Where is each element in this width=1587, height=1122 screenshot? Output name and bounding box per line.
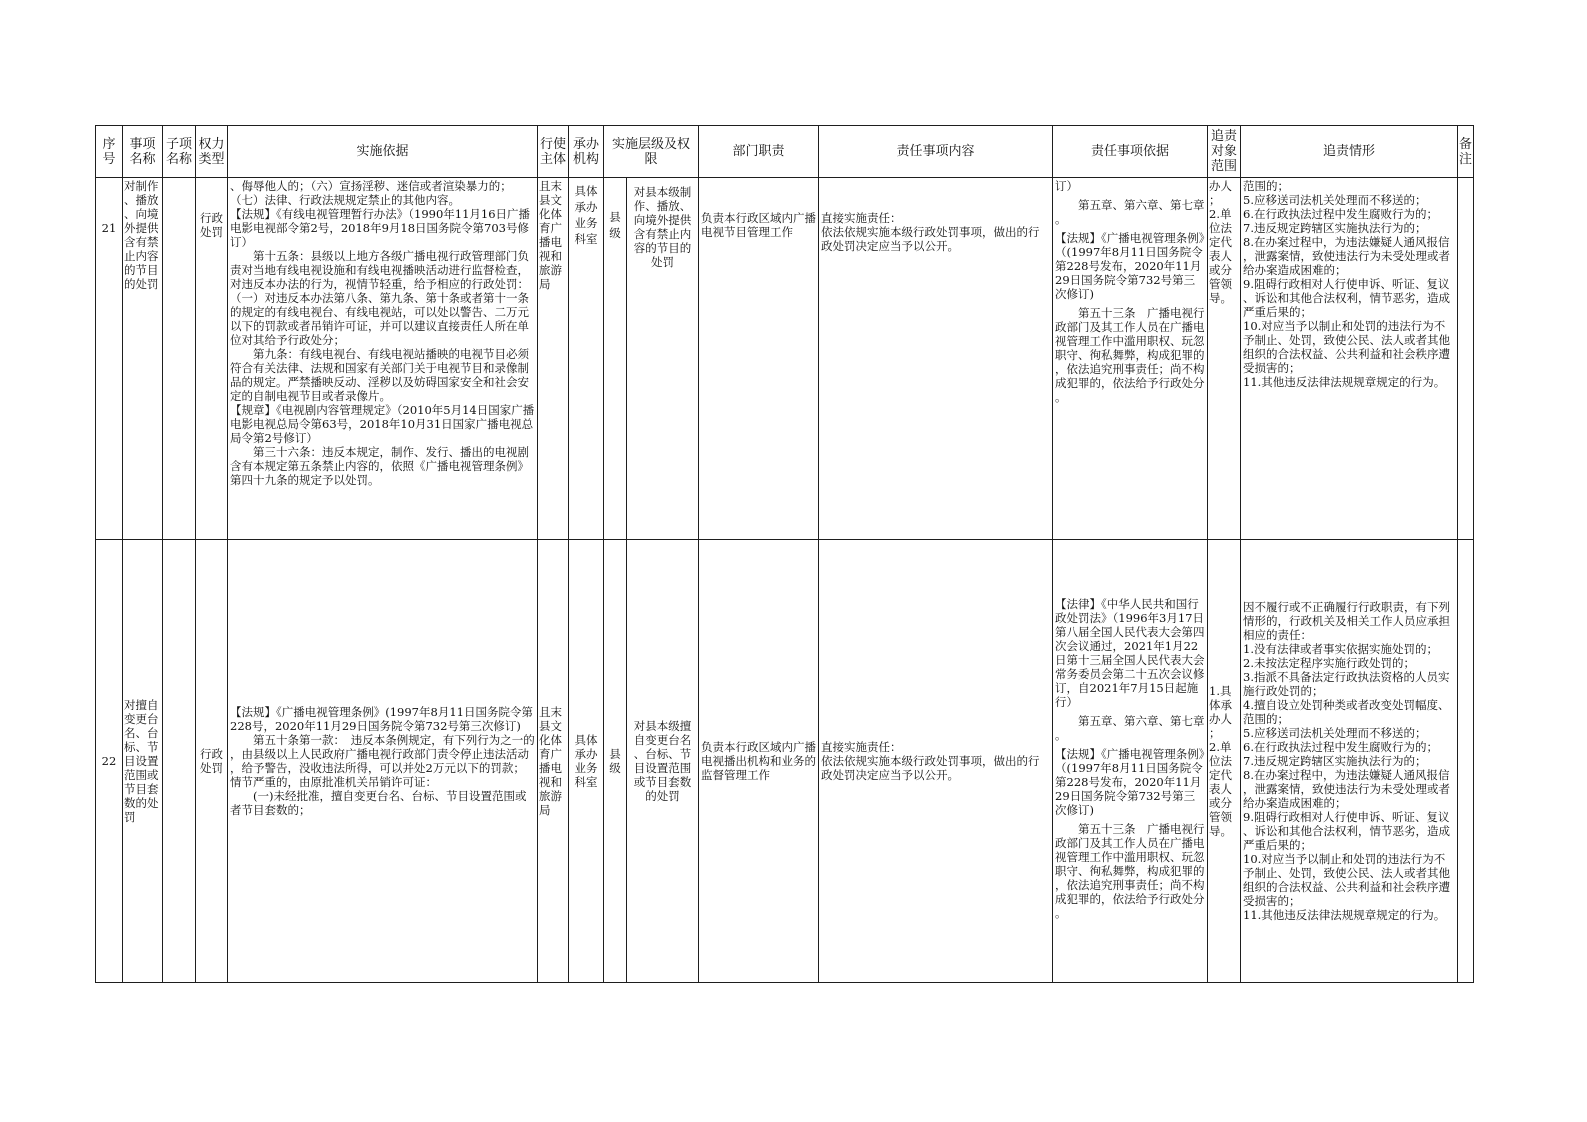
paragraph: 9.阻碍行政相对人行使申诉、听证、复议、诉讼和其他合法权利，情节恶劣，造成严重后果的； bbox=[1243, 810, 1451, 852]
cell-resp-basis bbox=[1053, 540, 1208, 983]
cell-subject: 且末县文化体育广播电视和旅游局 bbox=[538, 178, 569, 540]
paragraph: 第五十三条 广播电视行政部门及其工作人员在广播电视管理工作中滥用职权、玩忽职守、徇私舞弊，构成犯罪的，依法追究刑事责任；尚不构成犯罪的，依法给予行政处分。 bbox=[1055, 306, 1205, 404]
cell-item-name: 对擅自变更台名、台标、节目设置范围或节目套数的处罚 bbox=[123, 540, 163, 983]
cell-sub-item-name bbox=[163, 540, 196, 983]
header-item-name: 事项名称 bbox=[123, 126, 163, 178]
paragraph: 直接实施责任： bbox=[821, 740, 902, 754]
cell-resp-content bbox=[819, 540, 1053, 983]
cell-power-type: 行政处罚 bbox=[196, 540, 228, 983]
cell-authority: 对县本级擅自变更台名、台标、节目设置范围或节目套数的处罚 bbox=[627, 540, 699, 983]
paragraph: 第五章、第六章、第七章。 bbox=[1055, 198, 1205, 226]
cell-agency: 具体承办业务科室 bbox=[569, 178, 604, 540]
paragraph: 10.对应当予以制止和处罚的违法行为不予制止、处罚，致使公民、法人或者其他组织的合法权益、公共利益和社会秩序遭受损害的； bbox=[1243, 319, 1451, 375]
paragraph: 6.在行政执法过程中发生腐败行为的； bbox=[1243, 207, 1438, 221]
header-accountability-cases: 追责情形 bbox=[1241, 126, 1458, 178]
paragraph: 5.应移送司法机关处理而不移送的； bbox=[1243, 726, 1427, 740]
cell-remarks bbox=[1458, 540, 1474, 983]
header-row bbox=[96, 126, 1474, 178]
header-level-authority: 实施层级及权限 bbox=[604, 126, 699, 178]
header-agency: 承办机构 bbox=[569, 126, 604, 178]
paragraph: 第五章、第六章、第七章。 bbox=[1055, 714, 1205, 742]
header-remarks: 备注 bbox=[1458, 126, 1474, 178]
paragraph: 9.阻碍行政相对人行使申诉、听证、复议、诉讼和其他合法权利，情节恶劣，造成严重后果的； bbox=[1243, 277, 1451, 319]
header-sub-item-name: 子项名称 bbox=[163, 126, 196, 178]
paragraph: 8.在办案过程中，为违法嫌疑人通风报信，泄露案情，致使违法行为未受处理或者给办案造成困难的； bbox=[1243, 235, 1451, 277]
cell-index: 21 bbox=[96, 178, 123, 540]
paragraph: 【法规】《广播电视管理条例》（(1997年8月11日国务院令第228号发布，2020年11月29日国务院令第732号第三次修订) bbox=[1055, 231, 1205, 301]
header-accountability-scope: 追责对象范围 bbox=[1208, 126, 1241, 178]
cell-sub-item-name bbox=[163, 178, 196, 540]
cell-resp-content bbox=[819, 178, 1053, 540]
paragraph: 【法规】《广播电视管理条例》(1997年8月11日国务院令第228号，2020年11月29日国务院令第732号第三次修订) bbox=[230, 705, 533, 733]
paragraph: 1.没有法律或者事实依据实施处罚的； bbox=[1243, 642, 1438, 656]
table-row bbox=[96, 178, 1474, 540]
cell-authority: 对县本级制作、播放、向境外提供含有禁止内容的节目的处罚 bbox=[627, 178, 699, 540]
cell-level: 县级 bbox=[604, 178, 627, 540]
paragraph: 直接实施责任： bbox=[821, 211, 902, 225]
paragraph: 订） bbox=[1055, 179, 1079, 193]
paragraph: 2.单位法定代表人或分管领导。 bbox=[1209, 740, 1233, 838]
paragraph: 11.其他违反法律法规规章规定的行为。 bbox=[1243, 908, 1446, 922]
paragraph: 第五十条第一款： 违反本条例规定，有下列行为之一的，由县级以上人民政府广播电视行政部门责令停止违法活动，给予警告，没收违法所得，可以并处2万元以下的罚款；情节严重的，由原批准机关吊销许可证： bbox=[230, 733, 535, 789]
cell-basis bbox=[228, 540, 538, 983]
header-index: 序号 bbox=[96, 126, 123, 178]
paragraph: 第十五条：县级以上地方各级广播电视行政管理部门负责对当地有线电视设施和有线电视播映活动进行监督检查，对违反本办法的行为，视情节轻重，给予相应的行政处罚： bbox=[230, 249, 529, 291]
paragraph: 、侮辱他人的；（六）宣扬淫秽、迷信或者渲染暴力的； bbox=[230, 179, 512, 193]
paragraph: 3.指派不具备法定行政执法资格的人员实施行政处罚的； bbox=[1243, 670, 1450, 698]
header-resp-content: 责任事项内容 bbox=[819, 126, 1053, 178]
cell-level: 县级 bbox=[604, 540, 627, 983]
paragraph: 11.其他违反法律法规规章规定的行为。 bbox=[1243, 375, 1446, 389]
paragraph: 8.在办案过程中，为违法嫌疑人通风报信，泄露案情，致使违法行为未受处理或者给办案造成困难的； bbox=[1243, 768, 1451, 810]
paragraph: 【法规】《广播电视管理条例》（(1997年8月11日国务院令第228号发布，2020年11月29日国务院令第732号第三次修订) bbox=[1055, 747, 1205, 817]
paragraph: 【法律】《中华人民共和国行政处罚法》（1996年3月17日第八届全国人民代表大会第四次会议通过，2021年1月22日第十三届全国人民代表大会常务委员会第二十五次会议修订，自2021年7月15日起施行） bbox=[1055, 597, 1205, 709]
paragraph: （七）法律、行政法规规定禁止的其他内容。 bbox=[230, 193, 460, 207]
paragraph: 7.违反规定跨辖区实施执法行为的； bbox=[1243, 221, 1427, 235]
cell-dept-duty: 负责本行政区域内广播电视播出机构和业务的监督管理工作 bbox=[699, 540, 819, 983]
paragraph: 2.未按法定程序实施行政处罚的； bbox=[1243, 656, 1415, 670]
paragraph: 办人； bbox=[1209, 179, 1233, 207]
paragraph: 第五十三条 广播电视行政部门及其工作人员在广播电视管理工作中滥用职权、玩忽职守、徇私舞弊，构成犯罪的，依法追究刑事责任；尚不构成犯罪的，依法给予行政处分。 bbox=[1055, 822, 1205, 920]
table-row bbox=[96, 540, 1474, 983]
paragraph: 5.应移送司法机关处理而不移送的； bbox=[1243, 193, 1427, 207]
paragraph: 6.在行政执法过程中发生腐败行为的； bbox=[1243, 740, 1438, 754]
cell-accountability-cases bbox=[1241, 540, 1458, 983]
cell-power-type: 行政处罚 bbox=[196, 178, 228, 540]
paragraph: 2.单位法定代表人或分管领导。 bbox=[1209, 207, 1233, 305]
cell-accountability-scope bbox=[1208, 178, 1241, 540]
header-power-type: 权力类型 bbox=[196, 126, 228, 178]
paragraph: 因不履行或不正确履行行政职责，有下列情形的，行政机关及相关工作人员应承担相应的责任： bbox=[1243, 600, 1451, 642]
cell-subject: 且末县文化体育广播电视和旅游局 bbox=[538, 540, 569, 983]
cell-basis bbox=[228, 178, 538, 540]
cell-accountability-scope bbox=[1208, 540, 1241, 983]
cell-remarks bbox=[1458, 178, 1474, 540]
cell-resp-basis bbox=[1053, 178, 1208, 540]
responsibility-table bbox=[95, 125, 1474, 983]
paragraph: (一)未经批准，擅自变更台名、台标、节目设置范围或者节目套数的； bbox=[230, 789, 527, 817]
paragraph: 【法规】《有线电视管理暂行办法》（1990年11月16日广播电影电视部令第2号，2018年9月18日国务院令第703号修订） bbox=[230, 207, 531, 249]
header-dept-duty: 部门职责 bbox=[699, 126, 819, 178]
header-resp-basis: 责任事项依据 bbox=[1053, 126, 1208, 178]
cell-agency: 具体承办业务科室 bbox=[569, 540, 604, 983]
header-subject: 行使主体 bbox=[538, 126, 569, 178]
paragraph: 10.对应当予以制止和处罚的违法行为不予制止、处罚，致使公民、法人或者其他组织的合法权益、公共利益和社会秩序遭受损害的； bbox=[1243, 852, 1451, 908]
cell-item-name: 对制作、播放、向境外提供含有禁止内容的节目的处罚 bbox=[123, 178, 163, 540]
paragraph: 7.违反规定跨辖区实施执法行为的； bbox=[1243, 754, 1427, 768]
cell-dept-duty: 负责本行政区域内广播电视节目管理工作 bbox=[699, 178, 819, 540]
paragraph: 范围的； bbox=[1243, 179, 1290, 193]
paragraph: 依法依规实施本级行政处罚事项，做出的行政处罚决定应当予以公开。 bbox=[821, 754, 1040, 782]
cell-accountability-cases bbox=[1241, 178, 1458, 540]
cell-index: 22 bbox=[96, 540, 123, 983]
paragraph: 依法依规实施本级行政处罚事项，做出的行政处罚决定应当予以公开。 bbox=[821, 225, 1040, 253]
paragraph: 第三十六条：违反本规定，制作、发行、播出的电视剧含有本规定第五条禁止内容的，依照《广播电视管理条例》第四十九条的规定予以处罚。 bbox=[230, 445, 529, 487]
header-basis: 实施依据 bbox=[228, 126, 538, 178]
paragraph: 1.具体承办人； bbox=[1209, 684, 1233, 740]
paragraph: 4.擅自设立处罚种类或者改变处罚幅度、范围的； bbox=[1243, 698, 1450, 726]
paragraph: 【规章】《电视剧内容管理规定》（2010年5月14日国家广播电影电视总局令第63号，2018年10月31日国家广播电视总局令第2号修订） bbox=[230, 403, 535, 445]
paragraph: （一）对违反本办法第八条、第九条、第十条或者第十一条的规定的有线电视台、有线电视站，可以处以警告、二万元以下的罚款或者吊销许可证，并可以建议直接责任人所在单位对其给予行政处分； bbox=[230, 291, 529, 347]
paragraph: 第九条：有线电视台、有线电视站播映的电视节目必须符合有关法律、法规和国家有关部门关于电视节目和录像制品的规定。严禁播映反动、淫秽以及妨碍国家安全和社会安定的自制电视节目或者录像片。 bbox=[230, 347, 529, 403]
